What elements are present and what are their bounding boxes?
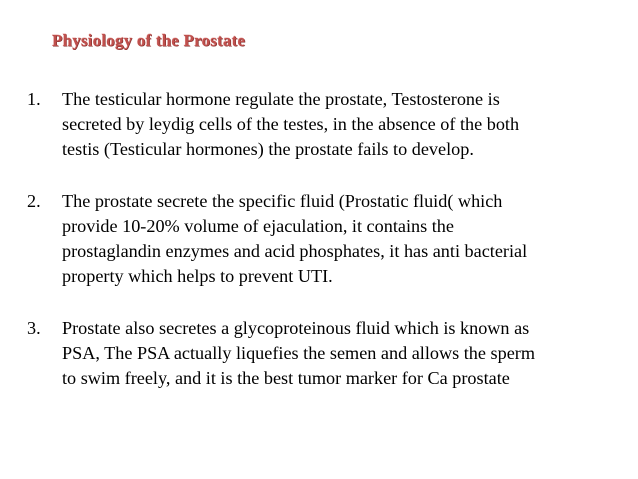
list-item-line: The testicular hormone regulate the prostate, Testosterone is [62, 89, 500, 109]
list-item-number: 1. [27, 89, 41, 109]
numbered-list [0, 87, 638, 418]
list-item-line: PSA, The PSA actually liquefies the semen and allows the sperm [62, 343, 535, 363]
list-item [0, 316, 638, 391]
slide-title: Physiology of the Prostate [52, 31, 246, 50]
list-item-line: The prostate secrete the specific fluid (Prostatic fluid( which [62, 191, 503, 211]
list-item-line: Prostate also secretes a glycoproteinous fluid which is known as [62, 318, 530, 338]
list-item [0, 189, 638, 289]
list-item-line: prostaglandin enzymes and acid phosphates, it has anti bacterial [62, 241, 528, 261]
list-item-line: provide 10-20% volume of ejaculation, it contains the [62, 216, 454, 236]
list-item-number: 2. [27, 191, 41, 211]
list-item-number: 3. [27, 318, 41, 338]
list-item-line: secreted by leydig cells of the testes, in the absence of the both [62, 114, 520, 134]
list-item-line: property which helps to prevent UTI. [62, 266, 333, 286]
list-item [0, 87, 638, 162]
list-item-line: testis (Testicular hormones) the prostate fails to develop. [62, 139, 474, 159]
list-item-line: to swim freely, and it is the best tumor marker for Ca prostate [62, 368, 510, 388]
